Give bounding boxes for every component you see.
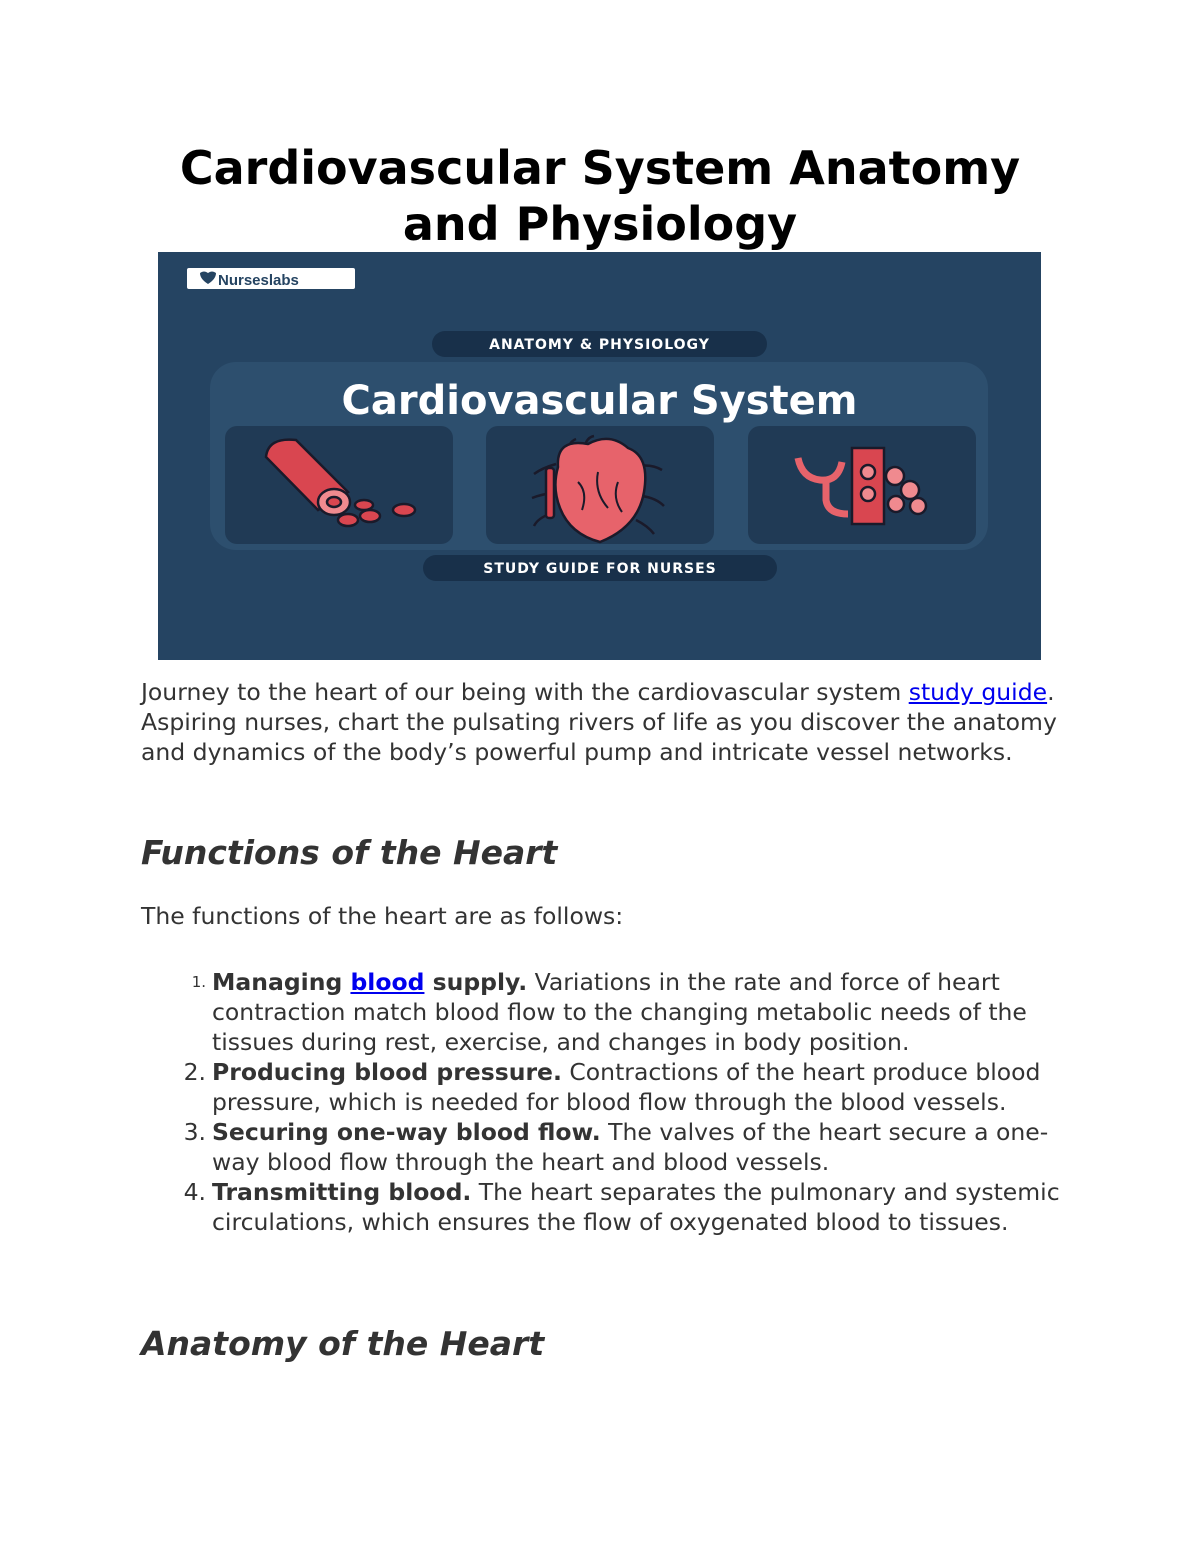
list-number: 2. <box>183 1058 206 1086</box>
item-bold-end: supply. <box>424 968 528 996</box>
item-bold-start: Managing <box>212 968 351 996</box>
functions-list <box>141 967 1081 1237</box>
item-bold: Producing blood pressure. <box>212 1058 562 1086</box>
intro-paragraph <box>141 677 1071 767</box>
title-line-1: Cardiovascular System Anatomy <box>179 141 1021 195</box>
nurseslabs-logo <box>187 268 355 289</box>
cardiovascular-banner-image <box>158 252 1041 660</box>
list-number: 3. <box>183 1118 206 1146</box>
list-number: 1. <box>191 973 206 991</box>
banner-headline: Cardiovascular System <box>341 378 858 424</box>
blood-link[interactable]: blood <box>350 968 425 996</box>
top-pill-text: ANATOMY & PHYSIOLOGY <box>489 337 710 353</box>
brand-text: Nurseslabs <box>218 272 299 289</box>
intro-text-start: Journey to the heart of our being with the cardiovascular system <box>141 678 909 706</box>
item-text: Contractions of the heart produce blood pressure, which is needed for blood flow through the blood vessels. <box>212 1058 1041 1116</box>
list-item <box>141 1177 1081 1237</box>
item-bold: Transmitting blood. <box>212 1178 472 1206</box>
list-number: 4. <box>183 1178 206 1206</box>
item-text: Variations in the rate and force of heart contraction match blood flow to the changing metabolic needs of the tissues during rest, exercise, and changes in body position. <box>212 968 1027 1056</box>
item-text: The valves of the heart secure a one-way blood flow through the heart and blood vessels. <box>212 1118 1049 1176</box>
title-line-2: and Physiology <box>402 197 798 251</box>
list-item <box>141 967 1081 1057</box>
intro-text-end: . Aspiring nurses, chart the pulsating rivers of life as you discover the anatomy and dynamics of the body’s powerful pump and intricate vessel networks. <box>141 678 1057 766</box>
list-item <box>141 1117 1081 1177</box>
item-text: The heart separates the pulmonary and systemic circulations, which ensures the flow of oxygenated blood to tissues. <box>212 1178 1060 1236</box>
bottom-pill-text: STUDY GUIDE FOR NURSES <box>483 561 717 577</box>
item-bold: Securing one-way blood flow. <box>212 1118 601 1146</box>
functions-heading: Functions of the Heart <box>141 833 558 872</box>
functions-lead: The functions of the heart are as follows: <box>141 902 624 930</box>
list-item <box>141 1057 1081 1117</box>
anatomy-heading: Anatomy of the Heart <box>141 1324 545 1363</box>
study-guide-link[interactable]: study guide <box>908 678 1048 706</box>
document-title <box>100 140 1100 252</box>
